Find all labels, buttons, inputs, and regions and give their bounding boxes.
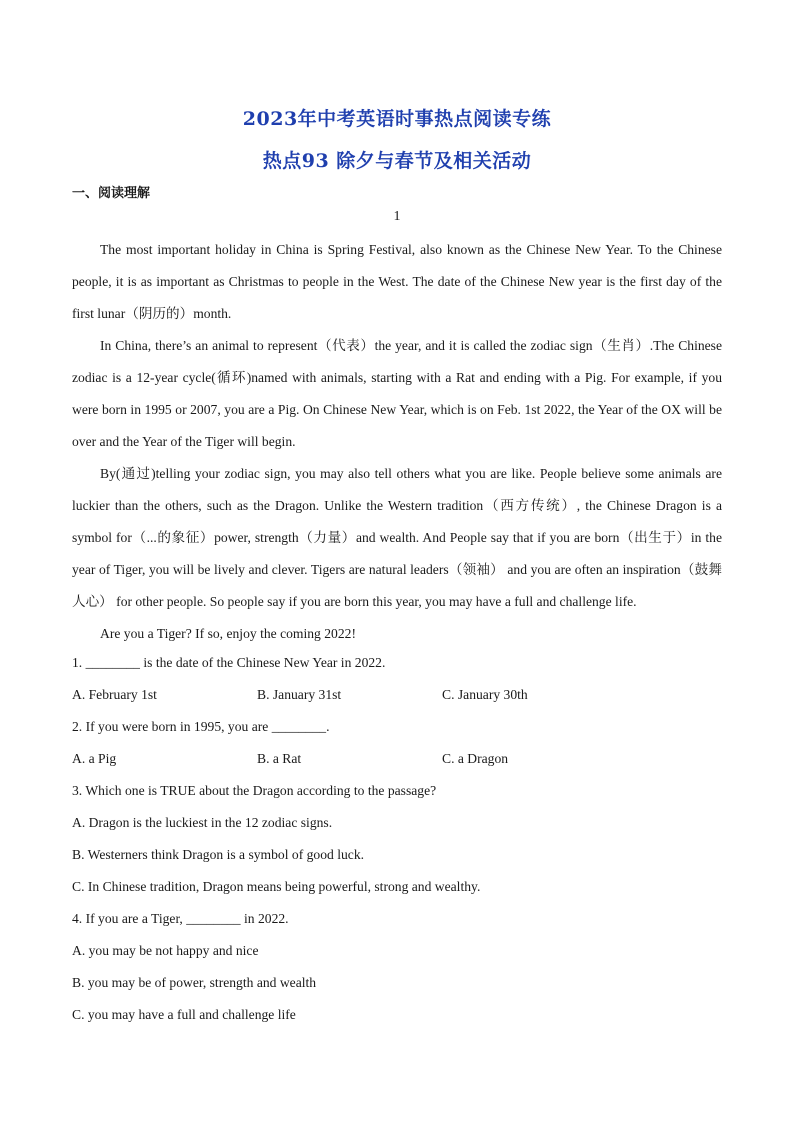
question-2	[72, 711, 722, 775]
option-b: B. January 31st	[257, 687, 342, 702]
option-list	[72, 743, 722, 775]
question-stem: 1. ________ is the date of the Chinese New Year in 2022.	[72, 655, 386, 670]
passage-paragraph: Are you a Tiger? If so, enjoy the coming 2022!	[100, 626, 356, 641]
passage-paragraph: In China, there’s an animal to represent（代表）the year, and it is called the zodiac sign（生肖）.The Chinese zodiac is a 12-year cycle(循环)named with animals, starting with a Rat and ending with a Pig. For example, if you were born in 1995 or 2007, you are a Pig. On Chinese New Year, which is on Feb. 1st 2022, the Year of the OX will be over and the Year of the Tiger will begin.	[72, 338, 722, 449]
question-4	[72, 903, 722, 1031]
option-a: A. a Pig	[72, 751, 117, 766]
question-stem: 2. If you were born in 1995, you are ________.	[72, 719, 330, 734]
question-stem: 4. If you are a Tiger, ________ in 2022.	[72, 911, 289, 926]
option-c: C. you may have a full and challenge life	[72, 1007, 296, 1022]
section-heading: 一、阅读理解	[72, 186, 151, 201]
option-b: B. you may be of power, strength and wealth	[72, 975, 317, 990]
option-b: B. a Rat	[257, 751, 302, 766]
question-list	[72, 647, 722, 1031]
option-a: A. you may be not happy and nice	[72, 943, 259, 958]
option-c: C. January 30th	[442, 687, 528, 702]
passage-paragraph: The most important holiday in China is Spring Festival, also known as the Chinese New Year. To the Chinese people, it is as important as Christmas to people in the West. The date of the Chinese New year is the first day of the first lunar（阴历的）month.	[72, 242, 722, 321]
passage-number: 1	[393, 209, 401, 224]
option-a: A. Dragon is the luckiest in the 12 zodiac signs.	[72, 815, 333, 830]
option-b: B. Westerners think Dragon is a symbol of good luck.	[72, 847, 365, 862]
passage-paragraph: By(通过)telling your zodiac sign, you may also tell others what you are like. People believe some animals are luckier than the others, such as the Dragon. Unlike the Western tradition（西方传统）, the Chinese Dragon is a symbol for（...的象征）power, strength（力量）and wealth. And People say that if you are born（出生于）in the year of Tiger, you will be lively and clever. Tigers are natural leaders（领袖） and you are often an inspiration（鼓舞人心） for other people. So people say if you are born this year, you may have a full and challenge life.	[72, 466, 722, 609]
document-subtitle: 热点93 除夕与春节及相关活动	[262, 150, 532, 172]
option-c: C. In Chinese tradition, Dragon means being powerful, strong and wealthy.	[72, 879, 481, 894]
question-stem: 3. Which one is TRUE about the Dragon according to the passage?	[72, 783, 437, 798]
question-1	[72, 647, 722, 711]
option-list	[72, 679, 722, 711]
option-c: C. a Dragon	[442, 751, 509, 766]
option-list	[72, 807, 722, 903]
document-title: 2023年中考英语时事热点阅读专练	[242, 108, 552, 130]
question-3	[72, 775, 722, 903]
option-a: A. February 1st	[72, 687, 157, 702]
reading-passage	[72, 234, 722, 650]
option-list	[72, 935, 722, 1031]
